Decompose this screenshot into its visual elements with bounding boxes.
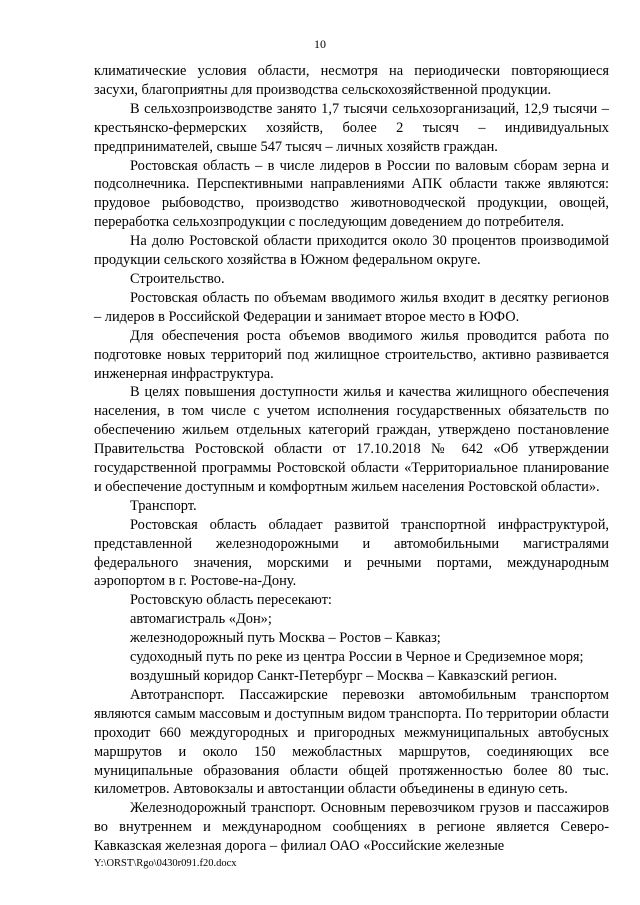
paragraph: климатические условия области, несмотря на периодически повторяющиеся засухи, благоприятны для производства сельскохозяйственной продукции. [94, 63, 609, 98]
paragraph: В целях повышения доступности жилья и качества жилищного обеспечения населения, в том числе с учетом исполнения государственных обязательств по обеспечению жильем отдельных категорий граждан, утверждено постановление Правительства Ростовской области от 17.10.2018 № 642 «Об утверждении государственной программы Ростовской области «Территориальное планирование и обеспечение доступным и комфортным жильем населения Ростовской области». [94, 384, 609, 495]
paragraph: Для обеспечения роста объемов вводимого жилья проводится работа по подготовке новых территорий под жилищное строительство, активно развивается инженерная инфраструктура. [94, 327, 609, 382]
paragraph: Ростовскую область пересекают: [130, 592, 332, 609]
document-body [94, 62, 609, 856]
paragraph: Ростовская область по объемам вводимого жилья входит в десятку регионов – лидеров в Российской Федерации и занимает второе место в ЮФО. [94, 289, 609, 325]
paragraph: Строительство. [130, 270, 225, 287]
paragraph: Железнодорожный транспорт. Основным перевозчиком грузов и пассажиров во внутреннем и международном сообщениях в регионе является Северо-Кавказская железная дорога – филиал ОАО «Российские железные [94, 800, 609, 855]
paragraph: Ростовская область обладает развитой транспортной инфраструктурой, представленной железнодорожными и автомобильными магистралями федерального значения, морскими и речными портами, международным аэропортом в г. Ростове-на-Дону. [94, 516, 609, 590]
paragraph: железнодорожный путь Москва – Ростов – Кавказ; [130, 630, 441, 647]
paragraph: автомагистраль «Дон»; [130, 611, 272, 628]
paragraph: Транспорт. [130, 497, 197, 514]
footer-file-path: Y:\ORST\Rgo\0430r091.f20.docx [94, 858, 237, 869]
paragraph: В сельхозпроизводстве занято 1,7 тысячи сельхозорганизаций, 12,9 тысячи – крестьянско-фермерских хозяйств, более 2 тысяч – индивидуальных предпринимателей, свыше 547 тысяч – личных хозяйств граждан. [94, 100, 609, 155]
paragraph: воздушный коридор Санкт-Петербург – Москва – Кавказский регион. [130, 668, 558, 684]
page-number: 10 [314, 37, 326, 51]
paragraph: На долю Ростовской области приходится около 30 процентов производимой продукции сельского хозяйства в Южном федеральном округе. [94, 233, 609, 269]
paragraph: Автотранспорт. Пассажирские перевозки автомобильным транспортом являются самым массовым и доступным видом транспорта. По территории области проходит 660 междугородных и пригородных межмуниципальных автобусных маршрутов и около 150 межобластных маршрутов, соединяющих все муниципальные образования области общей протяженностью более 80 тыс. километров. Автовокзалы и автостанции области объединены в единую сеть. [94, 686, 609, 798]
paragraph: судоходный путь по реке из центра России в Черное и Средиземное моря; [130, 649, 584, 666]
paragraph: Ростовская область – в числе лидеров в России по валовым сборам зерна и подсолнечника. Перспективными направлениями АПК области также являются: прудовое рыбоводство, производство животноводческой продукции, овощей, переработка сельхозпродукции с последующим доведением до потребителя. [94, 157, 609, 231]
